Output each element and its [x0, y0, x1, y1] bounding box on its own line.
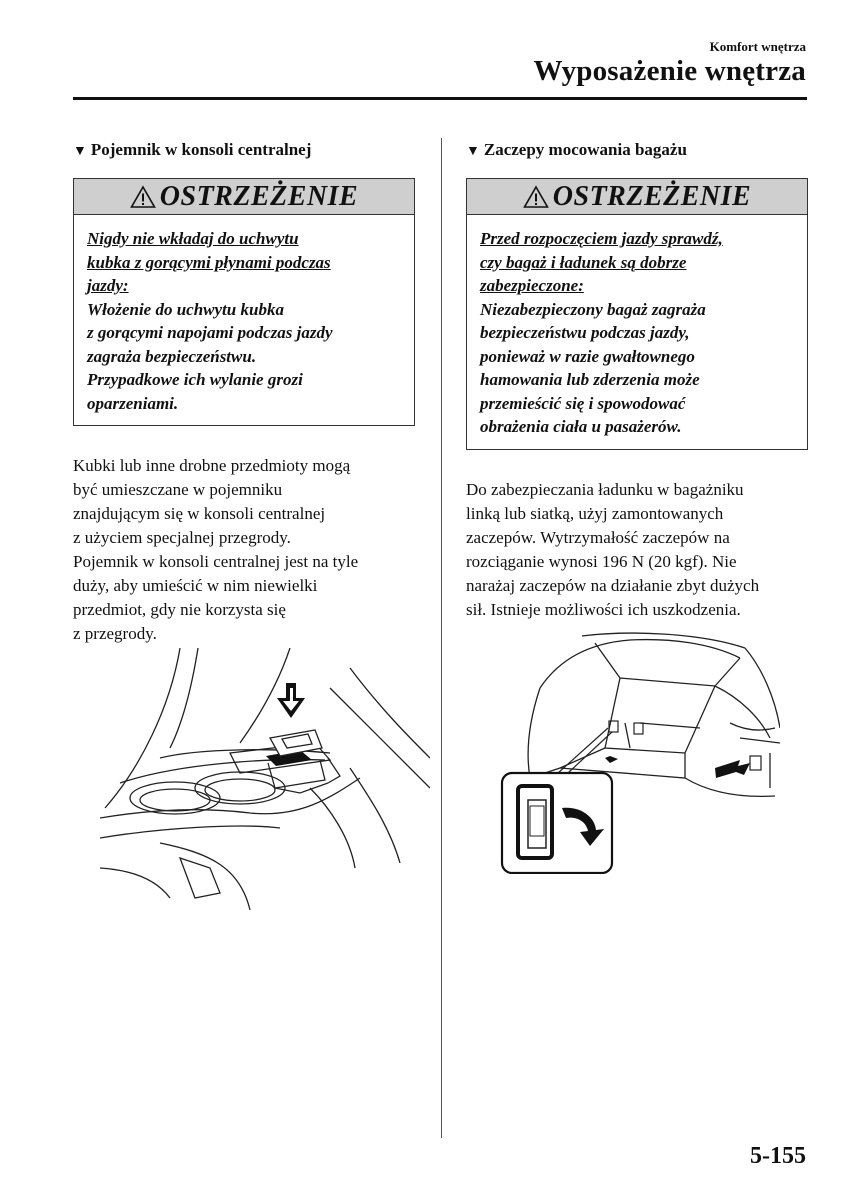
- body-line: Pojemnik w konsoli centralnej jest na tyle: [73, 552, 359, 571]
- body-line: narażaj zaczepów na działanie zbyt dużych: [466, 575, 760, 595]
- body-line: Do zabezpieczania ładunku w bagażniku: [466, 479, 744, 499]
- warning-line: Włożenie do uchwytu kubka: [87, 299, 284, 319]
- heading-text: Pojemnik w konsoli centralnej: [90, 140, 312, 159]
- warning-line: ponieważ w razie gwałtownego: [480, 346, 695, 366]
- warning-line: Przed rozpoczęciem jazdy sprawdź,: [480, 229, 723, 248]
- page-title: Wyposażenie wnętrza: [533, 55, 806, 87]
- column-divider: [441, 138, 442, 1138]
- warning-line: hamowania lub zderzenia może: [480, 370, 700, 389]
- warning-header: [467, 179, 807, 215]
- warning-body: [467, 215, 807, 449]
- warning-line: czy bagaż i ładunek są dobrze: [480, 252, 687, 272]
- body-line: duży, aby umieścić w nim niewielki: [73, 576, 318, 595]
- warning-line: zagraża bezpieczeństwu.: [87, 346, 257, 366]
- body-line: rozciąganie wynosi 196 N (20 kgf). Nie: [466, 551, 737, 571]
- section-label: Komfort wnętrza: [709, 39, 806, 54]
- warning-title: OSTRZEŻENIE: [552, 180, 752, 212]
- warning-triangle-icon: [130, 185, 156, 209]
- warning-title: OSTRZEŻENIE: [159, 180, 359, 212]
- body-line: zaczepów. Wytrzymałość zaczepów na: [466, 527, 730, 547]
- warning-line: jazdy:: [87, 276, 129, 295]
- warning-triangle-icon: [523, 185, 549, 209]
- warning-line: oparzeniami.: [87, 393, 179, 413]
- warning-line: Nigdy nie wkładaj do uchwytu: [87, 229, 299, 248]
- warning-body: [74, 215, 414, 425]
- console-storage-illustration: [100, 648, 430, 910]
- warning-line: z gorącymi napojami podczas jazdy: [87, 323, 333, 342]
- body-line: linką lub siatką, użyj zamontowanych: [466, 503, 724, 523]
- warning-box: [73, 178, 415, 426]
- body-line: Kubki lub inne drobne przedmioty mogą: [73, 456, 351, 475]
- warning-box: [466, 178, 808, 450]
- warning-line: przemieścić się i spowodować: [480, 393, 686, 413]
- heading-marker: ▼: [466, 144, 480, 159]
- body-paragraph: [73, 454, 415, 646]
- body-line: przedmiot, gdy nie korzysta się: [73, 600, 286, 619]
- luggage-hooks-illustration: [500, 628, 780, 874]
- body-line: znajdującym się w konsoli centralnej: [73, 504, 326, 523]
- warning-line: bezpieczeństwu podczas jazdy,: [480, 323, 690, 342]
- warning-header: [74, 179, 414, 215]
- body-line: z użyciem specjalnej przegrody.: [73, 528, 291, 547]
- warning-line: Przypadkowe ich wylanie grozi: [87, 370, 303, 389]
- warning-line: Niezabezpieczony bagaż zagraża: [480, 299, 706, 319]
- warning-line: obrażenia ciała u pasażerów.: [480, 417, 682, 436]
- body-line: sił. Istnieje możliwości ich uszkodzenia.: [466, 599, 741, 619]
- body-line: z przegrody.: [73, 624, 157, 643]
- console-storage-heading: [73, 140, 415, 160]
- warning-line: zabezpieczone:: [480, 276, 584, 295]
- heading-marker: ▼: [73, 144, 87, 159]
- body-line: być umieszczane w pojemniku: [73, 480, 283, 499]
- luggage-hooks-heading: [466, 140, 808, 160]
- warning-line: kubka z gorącymi płynami podczas: [87, 252, 331, 272]
- page-number: 5-155: [750, 1143, 806, 1169]
- header-rule: [73, 97, 807, 100]
- body-paragraph: [466, 478, 808, 622]
- right-column: [466, 140, 808, 622]
- heading-text: Zaczepy mocowania bagażu: [483, 140, 687, 159]
- left-column: [73, 140, 415, 646]
